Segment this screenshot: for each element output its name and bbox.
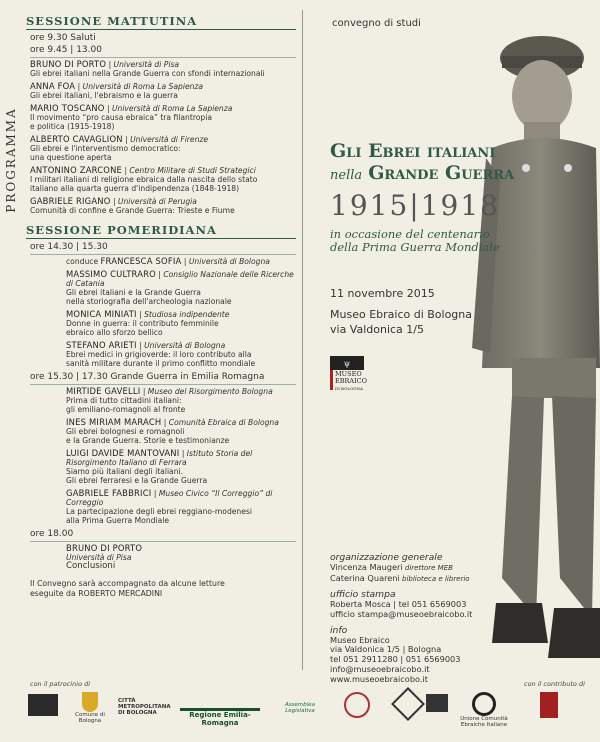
time-slot: ore 18.00 (30, 529, 296, 542)
svg-text:ψ: ψ (343, 359, 351, 368)
sponsor-logo-ucei: Unione Comunità Ebraiche Italiane (454, 692, 514, 728)
speaker-entry: LUIGI DAVIDE MANTOVANI | Istituto Storia del Risorgimento Italiano di Ferrara Siamo più italiani degli italiani. Gli ebrei ferraresi e la Grande Guerra (66, 448, 253, 485)
event-title: Gli Ebrei italiani nella Grande Guerra 1915|1918 in occasione del centenario della Prima Guerra Mondiale (330, 140, 600, 254)
speaker-entry: MIRTIDE GAVELLI | Museo del Risorgimento Bologna Prima di tutto cittadini italiani: gli emiliano-romagnoli al fronte (66, 386, 273, 414)
patronage-label: con il patrocinio di (30, 680, 91, 688)
sponsor-logo-university (344, 692, 370, 718)
speaker-entry: STEFANO ARIETI | Università di Bologna Ebrei medici in grigioverde: il loro contributo alla sanità militare durante il primo conflitto mondiale (66, 340, 256, 368)
speaker-entry: ANNA FOA | Università di Roma La Sapienza Gli ebrei italiani, l'ebraismo e la guerra (30, 81, 204, 100)
speaker-entry: ALBERTO CAVAGLION | Università di Firenze Gli ebrei e l'interventismo democratico: una questione aperta (30, 134, 209, 162)
speaker-entry: MARIO TOSCANO | Università di Roma La Sapienza Il movimento “pro causa ebraica” tra filantropia e politica (1915-1918) (30, 103, 233, 131)
sponsor-logo-contrib (540, 692, 558, 718)
years: 1915|1918 (330, 189, 500, 222)
time-slot: ore 9.45 | 13.00 (30, 45, 296, 58)
afternoon-speakers-1 (26, 270, 296, 368)
moderator: conduce FRANCESCA SOFIA | Università di Bologna (66, 256, 270, 266)
divider (302, 10, 303, 670)
sponsor-logo-comune: Comune di Bologna (68, 692, 112, 724)
museo-ebraico-logo: ψ MUSEO EBRAICO DI BOLOGNA (330, 356, 364, 396)
time-slot: ore 14.30 | 15.30 (30, 242, 296, 255)
sponsor-logo (28, 694, 58, 716)
speaker-entry: MONICA MINIATI | Studiosa indipendente Donne in guerra: il contributo femminile ebraico allo sforzo bellico (66, 309, 230, 337)
speaker-entry: GABRIELE FABBRICI | Museo Civico “Il Correggio” di Correggio La partecipazione degli ebrei reggiano-modenesi alla Prima Guerra Mondiale (66, 488, 273, 525)
occasion: in occasione del centenario della Prima Guerra Mondiale (330, 227, 500, 254)
readings-note: Il Convegno sarà accompagnato da alcune letture eseguite da ROBERTO MERCADINI (30, 579, 225, 598)
sponsor-logo-assemblea: Assemblea Legislativa (284, 702, 315, 714)
closing-speaker: BRUNO DI PORTO Università di Pisa Conclusioni (66, 543, 143, 571)
program-column (26, 14, 296, 599)
event-date-place: 11 novembre 2015 Museo Ebraico di Bologna via Valdonica 1/5 (330, 287, 473, 336)
sponsor-logo-regione: Regione Emilia-Romagna (180, 708, 260, 727)
morning-session-title: SESSIONE MATTUTINA (26, 14, 296, 30)
time-slot: ore 15.30 | 17.30 Grande Guerra in Emilia Romagna (30, 372, 296, 385)
sponsor-logo-star (391, 687, 425, 721)
afternoon-speakers-2 (26, 387, 296, 525)
side-label: PROGRAMMA (4, 107, 18, 213)
sponsor-logo (426, 694, 448, 712)
speaker-entry: ANTONINO ZARCONE | Centro Militare di Studi Strategici I militari italiani di religione ebraica dalla nascita dello stato italiano alla quarta guerra d'indipendenza (1848-1918) (30, 165, 258, 193)
speaker-entry: BRUNO DI PORTO | Università di Pisa Gli ebrei italiani nella Grande Guerra con sfondi internazionali (30, 59, 265, 78)
sponsor-logo-citta: CITTÀ METROPOLITANA DI BOLOGNA (118, 698, 171, 716)
speaker-entry: MASSIMO CULTRARO | Consiglio Nazionale delle Ricerche di Catania Gli ebrei italiani e la Grande Guerra nella storiografia dell'archeologia nazionale (66, 269, 294, 306)
morning-speakers (26, 60, 296, 215)
organization-info: organizzazione generale Vincenza Maugeri direttore MEB Caterina Quareni biblioteca e librerio ufficio stampa Roberta Mosca | tel 051 6569003 ufficio stampa@museoebraicobo.it info Museo Ebraico via Valdonica 1/5 | Bologna tel 051 2911280 | 051 6569003 info@museoebraicobo.it www.museoebraicobo.it (330, 552, 473, 684)
event-kicker: convegno di studi (332, 18, 421, 29)
contribution-label: con il contributo di (524, 680, 585, 688)
afternoon-session-title: SESSIONE POMERIDIANA (26, 223, 296, 239)
speaker-entry: INES MIRIAM MARACH | Comunità Ebraica di Bologna Gli ebrei bolognesi e romagnoli e la Grande Guerra. Storie e testimonianze (66, 417, 279, 445)
sponsor-footer (0, 676, 600, 742)
speaker-entry: GABRIELE RIGANO | Università di Perugia Comunità di confine e Grande Guerra: Trieste e Fiume (30, 196, 235, 215)
time-slot: ore 9.30 Saluti (30, 33, 96, 43)
